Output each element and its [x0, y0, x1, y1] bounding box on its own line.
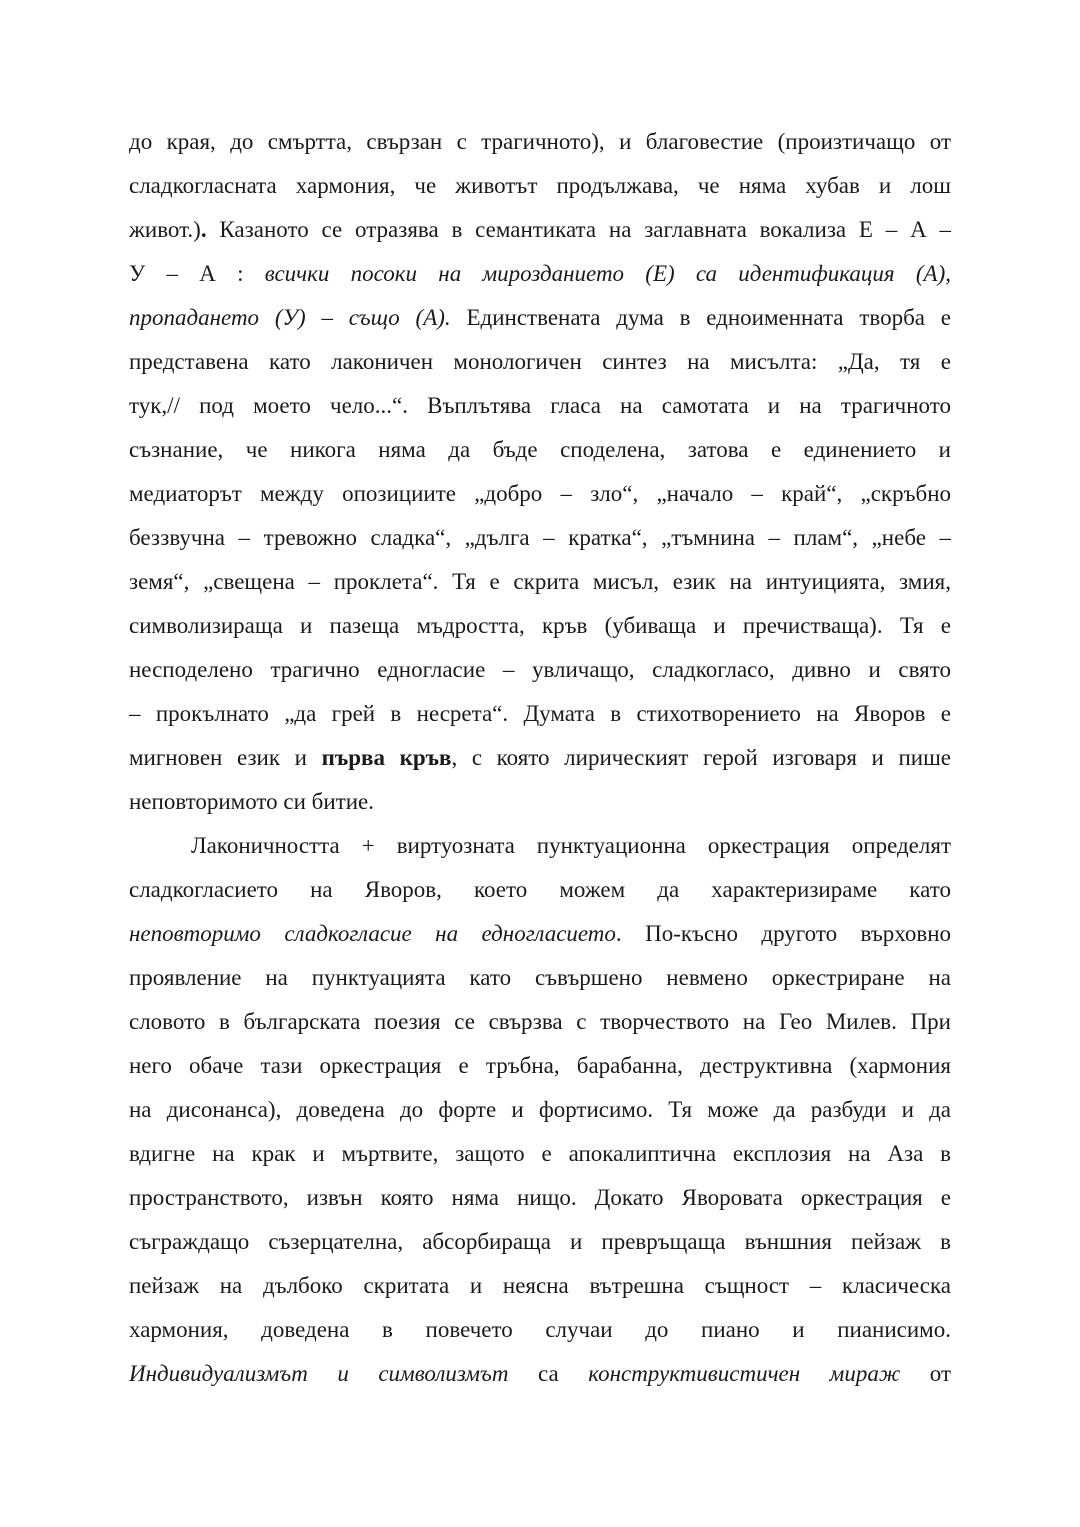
- text-run: от: [900, 1361, 951, 1386]
- text-line: тук,// под моето чело...“. Въплътява гласа на самотата и на трагичното: [129, 393, 951, 418]
- text-run: У – А :: [129, 261, 265, 286]
- italic-run: всички посоки на мирозданието (Е) са идентификация (А),: [264, 261, 951, 286]
- italic-run: неповторимо сладкогласие на едногласието: [129, 921, 616, 946]
- text-run: живот.): [129, 217, 201, 242]
- text-line: [129, 912, 951, 956]
- text-line: хармония, доведена в повечето случаи до пиано и пианисимо.: [129, 1317, 951, 1342]
- text-line: сладкогласието на Яворов, което можем да характеризираме като: [129, 877, 951, 902]
- text-run: мигновен език и: [129, 745, 322, 770]
- text-line: земя“, „свещена – проклета“. Тя е скрита мисъл, език на интуицията, змия,: [129, 569, 951, 594]
- italic-run: конструктивистичен мираж: [588, 1361, 901, 1386]
- text-run: Единствената дума в едноименната творба е: [450, 305, 951, 330]
- text-line-last: неповторимото си битие.: [129, 789, 375, 814]
- text-line: него обаче тази оркестрация е тръбна, барабанна, деструктивна (хармония: [129, 1053, 951, 1078]
- text-line: съграждащо съзерцателна, абсорбираща и превръщаща външния пейзаж в: [129, 1229, 951, 1254]
- text-line: до края, до смъртта, свързан с трагичното), и благовестие (произтичащо от: [129, 129, 951, 154]
- text-line: [129, 252, 951, 296]
- text-line: словото в българската поезия се свързва с творчеството на Гео Милев. При: [129, 1009, 951, 1034]
- bold-run: .: [200, 217, 207, 242]
- text-line: [129, 208, 951, 252]
- text-line: пространството, извън която няма нищо. Докато Яворовата оркестрация е: [129, 1185, 951, 1210]
- text-line: представена като лаконичен монологичен синтез на мисълта: „Да, тя е: [129, 349, 951, 374]
- text-line: [129, 1352, 951, 1396]
- text-line: – прокълнато „да грей в несрета“. Думата в стихотворението на Яворов е: [129, 701, 951, 726]
- text-line: проявление на пунктуацията като съвършено невмено оркестриране на: [129, 965, 951, 990]
- text-run: са: [508, 1361, 589, 1386]
- text-line: на дисонанса), доведена до форте и фортисимо. Тя може да разбуди и да: [129, 1097, 951, 1122]
- text-line-first: Лаконичността + виртуозната пунктуационна оркестрация определят: [191, 833, 951, 858]
- text-line: символизираща и пазеща мъдростта, кръв (убиваща и пречистваща). Тя е: [129, 613, 951, 638]
- document-page: [129, 120, 951, 1396]
- text-line: вдигне на крак и мъртвите, защото е апокалиптична експлозия на Аза в: [129, 1141, 951, 1166]
- text-line: пейзаж на дълбоко скритата и неясна вътрешна същност – класическа: [129, 1273, 951, 1298]
- text-line: [129, 296, 951, 340]
- text-line: несподелено трагично едногласие – увличащо, сладкогласо, дивно и свято: [129, 657, 951, 682]
- text-run: . По-късно другото върховно: [615, 921, 951, 946]
- italic-run: пропадането (У) – също (А).: [129, 305, 451, 330]
- text-line: медиаторът между опозициите „добро – зло“, „начало – край“, „скръбно: [129, 481, 951, 506]
- text-run: Казаното се отразява в семантиката на заглавната вокализа Е – А –: [206, 217, 951, 242]
- text-line: беззвучна – тревожно сладка“, „дълга – кратка“, „тъмнина – плам“, „небе –: [129, 525, 951, 550]
- paragraph-2: [129, 824, 951, 1396]
- text-line: сладкогласната хармония, че животът продължава, че няма хубав и лош: [129, 173, 951, 198]
- bold-run: първа кръв: [321, 745, 452, 770]
- text-line: съзнание, че никога няма да бъде споделена, затова е единението и: [129, 437, 951, 462]
- italic-run: Индивидуализмът и символизмът: [129, 1361, 509, 1386]
- text-line: [129, 736, 951, 780]
- text-run: , с която лирическият герой изговаря и пише: [451, 745, 951, 770]
- paragraph-1: [129, 120, 951, 824]
